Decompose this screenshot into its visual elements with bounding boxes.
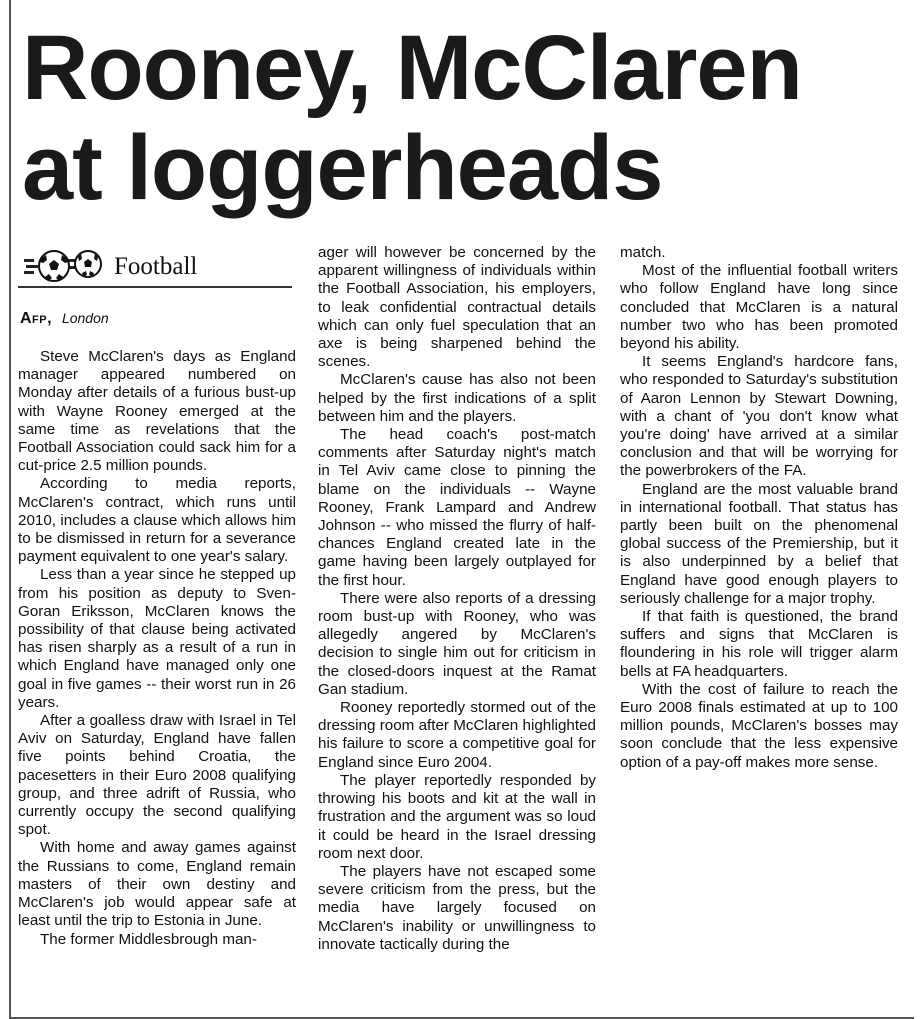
paragraph: England are the most valuable brand in international football. That status has partly been built on the phenomenal global success of the Premiership, but it is also underpinned by a belief that England have good enough players to seriously challenge for a major trophy. — [620, 480, 898, 607]
section-label: Football — [114, 253, 198, 280]
soccer-ball-icon — [24, 246, 104, 284]
paragraph: Steve McClaren's days as England manager appeared numbered on Monday after details of a furious bust-up with Wayne Rooney emerged at the same time as revelations that the Football Association could sack him for a cut-price 2.5 million pounds. — [18, 348, 296, 475]
paragraph: Most of the influential football writers who follow England have long since concluded that McClaren is a natural number two who has been promoted beyond his ability. — [620, 262, 898, 353]
byline — [20, 309, 109, 328]
paragraph: Rooney reportedly stormed out of the dressing room after McClaren highlighted his failure to score a competitive goal for England since Euro 2004. — [318, 699, 596, 771]
paragraph: Less than a year since he stepped up from his position as deputy to Sven-Goran Eriksson, McClaren knows the possibility of that clause being activated has risen sharply as a result of a run in which England have managed only one goal in five games -- their worst run in 26 years. — [18, 566, 296, 711]
headline-line-1: Rooney, McClaren — [22, 17, 802, 119]
paragraph: McClaren's cause has also not been helped by the first indications of a split between him and the players. — [318, 371, 596, 425]
paragraph: The players have not escaped some severe criticism from the press, but the media have largely focused on McClaren's inability or unwillingness to innovate tactically during the — [318, 862, 596, 953]
paragraph: The player reportedly responded by throwing his boots and kit at the wall in frustration and the argument was so loud it could be heard in the Israel dressing room next door. — [318, 771, 596, 862]
article-column-1 — [18, 348, 296, 949]
paragraph: With the cost of failure to reach the Euro 2008 finals estimated at up to 100 million pounds, McClaren's bosses may soon conclude that the less expensive option of a pay-off makes more sense. — [620, 680, 898, 771]
section-header — [18, 244, 292, 288]
byline-location: London — [61, 310, 109, 326]
article-column-2 — [318, 244, 596, 954]
headline — [22, 18, 802, 218]
paragraph: ager will however be concerned by the apparent willingness of individuals within the Football Association, his employers, to leak confidential contractual details which can only fuel speculation that an axe is being sharpened behind the scenes. — [318, 244, 596, 371]
paragraph: After a goalless draw with Israel in Tel Aviv on Saturday, England have fallen five points behind Croatia, the pacesetters in their Euro 2008 qualifying group, and three adrift of Russia, who currently occupy the second qualifying spot. — [18, 712, 296, 839]
paragraph: The head coach's post-match comments after Saturday night's match in Tel Aviv came close to pinning the blame on the individuals -- Wayne Rooney, Frank Lampard and Andrew Johnson -- who missed the flurry of half-chances England created late in the game having been largely outplayed for the first hour. — [318, 426, 596, 589]
byline-agency: Afp, — [20, 310, 53, 327]
headline-line-2: at loggerheads — [22, 117, 663, 219]
paragraph: It seems England's hardcore fans, who responded to Saturday's substitution of Aaron Lennon by Stewart Downing, with a chant of 'you don't know what you're doing' have arrived at a similar conclusion and that will be worrying for the powerbrokers of the FA. — [620, 353, 898, 480]
article-column-3 — [620, 244, 898, 772]
paragraph: According to media reports, McClaren's contract, which runs until 2010, includes a clause which allows him to be dismissed in return for a severance payment equivalent to one year's salary. — [18, 475, 296, 566]
paragraph: match. — [620, 244, 666, 261]
left-border-rule — [9, 0, 11, 1019]
paragraph: If that faith is questioned, the brand suffers and signs that McClaren is floundering in his role will trigger alarm bells at FA headquarters. — [620, 608, 898, 680]
paragraph: With home and away games against the Russians to come, England remain masters of their own destiny and McClaren's job would appear safe at least until the trip to Estonia in June. — [18, 839, 296, 930]
paragraph: There were also reports of a dressing room bust-up with Rooney, who was allegedly angered by McClaren's decision to single him out for criticism in the closed-doors inquest at the Ramat Gan stadium. — [318, 589, 596, 698]
paragraph: The former Middlesbrough man- — [40, 930, 257, 948]
